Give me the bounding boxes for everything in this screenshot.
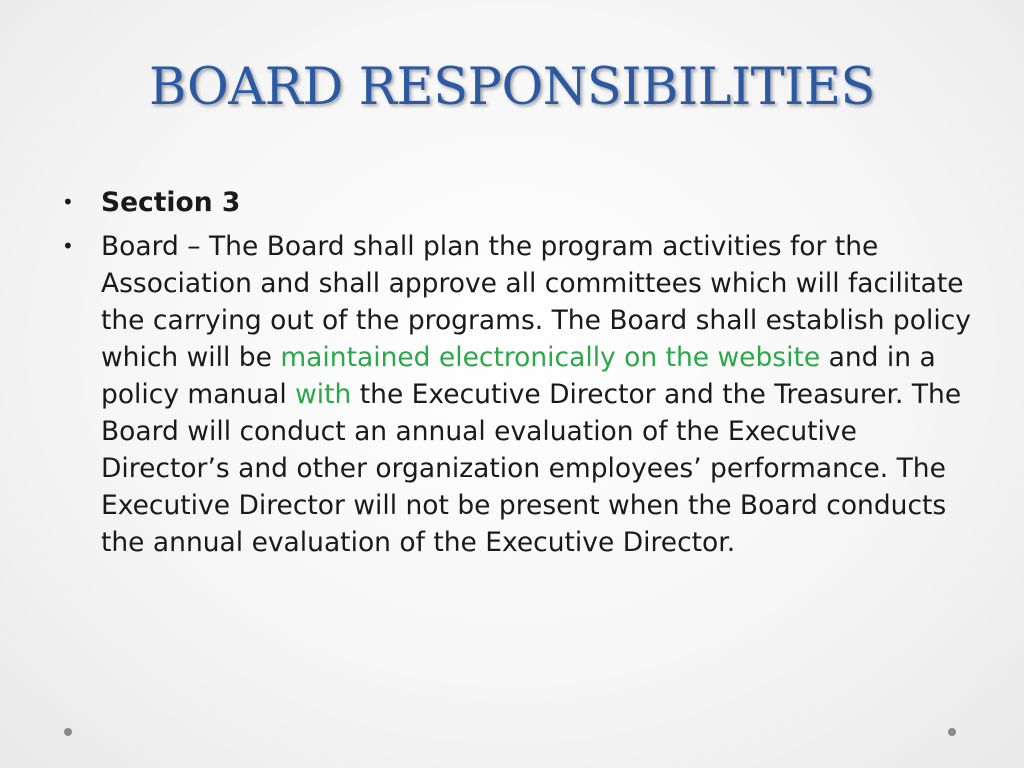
corner-dot-right <box>948 728 956 736</box>
bullet-item-body <box>62 228 977 561</box>
bullet-icon: • <box>62 234 74 258</box>
body-text-part-3: the Executive Director and the Treasurer. The Board will conduct an annual evaluation of the Executive Director’s and other organization employees’ performance. The Executive Director will not be present when the Board conducts the annual evaluation of the Executive Director. <box>101 379 962 558</box>
bullet-list <box>62 184 977 568</box>
bullet-icon: • <box>62 190 74 214</box>
slide-title: BOARD RESPONSIBILITIES <box>149 58 875 117</box>
section-heading: Section 3 <box>101 187 241 218</box>
bullet-item-section <box>62 184 977 221</box>
highlighted-text-with: with <box>295 379 352 410</box>
body-text-part-1: Board – The Board shall plan the program activities for the Association and shall approve all committees which will facilitate the carrying out of the programs. The Board shall establish policy which will be <box>101 231 971 373</box>
highlighted-text-website: maintained electronically on the website <box>280 342 821 373</box>
body-text <box>101 231 971 558</box>
body-text-part-2: and in a policy manual <box>101 342 936 410</box>
corner-dot-left <box>64 728 72 736</box>
